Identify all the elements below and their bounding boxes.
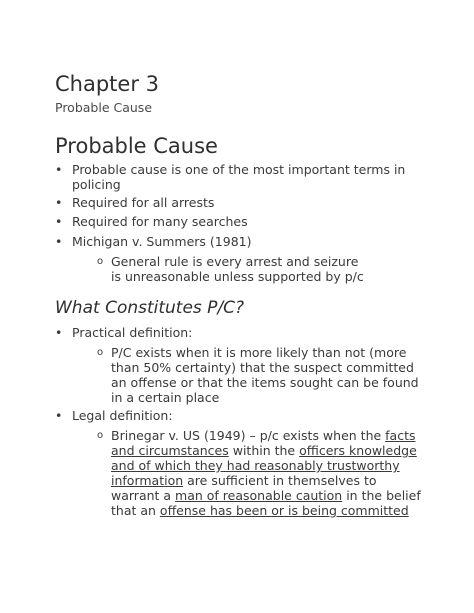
sub-bullet-icon: o <box>97 347 104 358</box>
underlined-text: man of reasonable caution <box>175 488 343 503</box>
text-run: Brinegar v. US (1949) – p/c exists when the <box>111 428 386 443</box>
list-item: Required for all arrests <box>72 195 215 210</box>
text-run: are sufficient in themselves to warrant a <box>111 473 377 503</box>
sub-list-item-legal <box>111 428 423 518</box>
bullet-icon: • <box>55 162 63 177</box>
list-item: Michigan v. Summers (1981) <box>72 234 252 249</box>
underlined-text: facts and circumstances <box>111 428 416 458</box>
sub-bullet-icon: o <box>97 430 104 441</box>
bullet-icon: • <box>55 408 63 423</box>
bullet-icon: • <box>55 214 63 229</box>
sub-list-item: P/C exists when it is more likely than not (more than 50% certainty) that the suspect committed an offense or that the items sought can be found in a certain place <box>111 345 419 405</box>
section-heading-what-constitutes: What Constitutes P/C? <box>55 298 245 318</box>
underlined-text: officers knowledge and of which they had reasonably trustworthy information <box>111 443 417 488</box>
text-run: in the belief that an <box>111 488 421 518</box>
text-run: within the <box>228 443 300 458</box>
section-heading-probable-cause: Probable Cause <box>55 134 218 158</box>
list-item: Legal definition: <box>72 408 173 423</box>
bullet-icon: • <box>55 234 63 249</box>
bullet-icon: • <box>55 325 63 340</box>
list-item: Practical definition: <box>72 325 193 340</box>
list-item: Required for many searches <box>72 214 248 229</box>
bullet-icon: • <box>55 195 63 210</box>
chapter-title: Chapter 3 <box>55 72 159 96</box>
underlined-text: offense has been or is being committed <box>159 503 409 518</box>
chapter-subtitle: Probable Cause <box>55 100 153 115</box>
sub-list-item: General rule is every arrest and seizure is unreasonable unless supported by p/c <box>111 254 364 284</box>
list-item: Probable cause is one of the most important terms in policing <box>72 162 406 192</box>
sub-bullet-icon: o <box>97 256 104 267</box>
